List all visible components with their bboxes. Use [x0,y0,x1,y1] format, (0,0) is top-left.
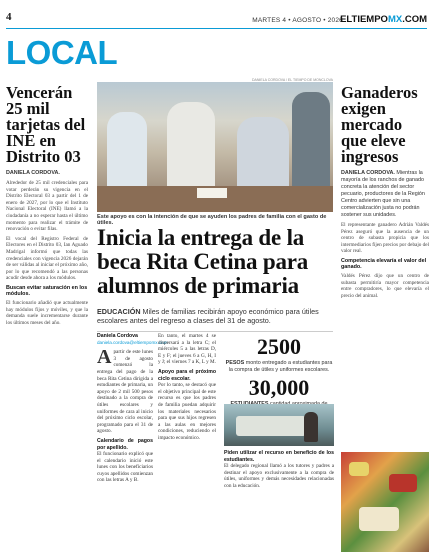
right-author: DANIELA CORDOVA. [341,170,395,176]
right-paragraph-3: Valdés Pérez dijo que un centro de subasta permitiría mayor competencia entre compradores, lo que elevaría el precio del animal. [341,272,429,299]
deck-label: EDUCACIÓN [97,307,141,316]
right-byline [341,170,429,219]
photo-figure [107,112,147,192]
left-paragraph-2: El vocal del Registro Federal de Electores en el Distrito 03, Ian Aguado Madrigal informó que todas las credenciales con vigencia 2026 dejarán de ser válidas al iniciar el próximo año, por lo que recomendó a las personas acudir desde ahora a los módulos. [6,235,88,282]
main-deck [97,307,333,325]
main-col2-subhead: Apoyo para el próximo ciclo escolar. [158,368,216,382]
left-byline [6,170,88,177]
photo-credit: DANIELA CORDOVA / EL TIEMPO DE MONCLOVA [252,78,333,82]
main-column-2 [158,333,216,442]
main-col2-text: En tanto, el martes 4 se dispersará a la letra C; el miércoles 5 a las letras D, E y F; el jueves 6 a G, H, I y J; el viernes 7 a K, L y M. [158,333,216,366]
brand-suffix: .COM [402,14,427,25]
stats-box [224,336,334,414]
stats-column-text [224,450,334,490]
right-paragraph-2: El representante ganadero Adrián Valdés Pérez aseguró que la ausencia de un centro de subasta propicia que los intermediarios fijen precios por debajo del valor real. [341,222,430,255]
right-headline[interactable]: Ganaderos exigen mercado que eleve ingresos [341,83,418,166]
main-col1-subhead: Calendario de pagos por apellido. [97,437,153,451]
photo-figure [304,412,318,442]
left-paragraph-1: Alrededor de 25 mil credenciales para votar perderán su vigencia en el Distrito Electoral 03 a partir del 1 de enero de 2027, por lo que el Instituto Nacional Electoral (INE) llamó a la ciudadanía a no esperar hasta el último momento para realizar el trámite de renovación o evitar filas. [6,180,88,233]
brand-accent: MX [387,14,403,25]
main-column-1 [97,333,168,484]
photo-vehicle [236,416,306,436]
section-title: LOCAL [6,34,118,71]
left-paragraph-3: El funcionario añadió que actualmente hay módulos fijos y móviles, y que la demanda suele incrementarse durante los últimos meses del año. [6,299,88,326]
main-photo [97,82,333,212]
right-photo [341,452,429,552]
brand-main: ELTIEMPO [340,14,388,25]
main-author: Daniela Cordova [97,333,138,339]
stat-1-desc: monto entregado a estudiantes para la compra de útiles y uniformes escolares. [228,360,333,373]
stat-1-text [224,360,334,373]
main-author-email[interactable]: daniela.cordova@eltiempomx.com [97,339,168,345]
brand-logo[interactable] [340,14,427,25]
photo-object [349,462,369,476]
photo-object [359,507,399,531]
quote-subhead: Piden utilizar el recurso en beneficio de los estudiantes. [224,450,334,463]
photo-caption: Este apoyo es con la intención de que se ayuden los padres de familia con el gasto de útiles. [97,214,327,226]
left-story [6,85,88,326]
main-headline[interactable]: Inicia la entrega de la beca Rita Cetina para alumnos de primaria [97,225,309,298]
main-col2-text-2: Por lo tanto, se destacó que el objetivo principal de este recurso es que los padres de familia puedan adquirir los materiales necesarios para que sus hijos regresen a las aulas en mejores condiciones, reduciendo el impacto económico. [158,382,216,441]
drop-cap: A [97,346,112,369]
stat-1-value: 2500 [257,334,301,359]
main-col1-text-2: El funcionario explicó que el calendario inició este lunes con los beneficiarios cuyos apellidos comienzan con las letras A y B. [97,451,153,484]
photo-paper [197,188,227,198]
left-headline[interactable]: Vencerán 25 mil tarjetas del INE en Distrito 03 [6,83,86,166]
deck-text: Miles de familias recibirán apoyo económico para útiles escolares antes del regreso a clases del 31 de agosto. [97,307,319,325]
divider [97,331,333,332]
secondary-photo [224,404,334,446]
photo-figure [167,102,215,192]
issue-date: MARTES 4 • AGOSTO • 2026 [252,17,343,24]
quote-text: El delegado regional llamó a los tutores y padres a destinar el apoyo exclusivamente a la compra de útiles, uniformes y demás necesidades relacionadas con la educación. [224,463,334,489]
right-paragraph-1: Mientras la mayoría de los ranchos de ganado concreta la atención del sector pecuario, productores de la Región Centro advierten que sin una comercialización justa no podrán sostener sus unidades. [341,170,425,218]
left-subhead: Buscan evitar saturación en los módulos. [6,284,88,297]
page-number: 4 [6,11,12,23]
stat-1-label: PESOS [225,360,245,366]
header-rule [6,28,427,29]
right-story [341,85,429,299]
top-bar [6,11,427,26]
right-subhead: Competencia elevaría el valor del ganado. [341,257,427,270]
photo-object [389,474,417,492]
main-col1-text: partir de este lunes 3 de agosto comenzó la entrega del pago de la beca Rita Cetina dirigida a estudiantes de primaria, un apoyo de 2 mil 500 pesos destinado a la compra de útiles escolares y uniformes de cara al inicio del próximo ciclo escolar, programado para el 31 de agosto. [97,349,153,435]
left-author: DANIELA CORDOVA. [6,170,60,176]
stat-2-value: 30,000 [248,375,310,401]
